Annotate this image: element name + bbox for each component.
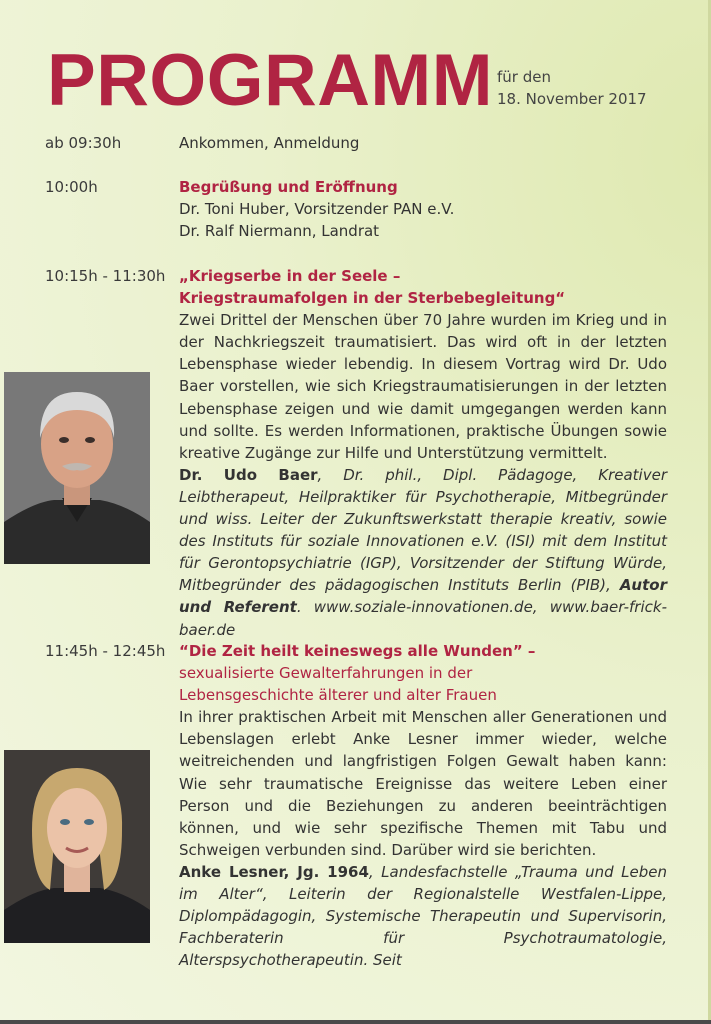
session-description: In ihrer praktischen Arbeit mit Menschen aller Generationen und Lebenslagen erlebt Anke Lesner immer wieder, welche weitreichenden und langfristigen Folgen Gewalt haben kann: Wie sehr traumatische Ereignisse das weitere Leben einer Person und die Beziehungen zu anderen beeinträchtigen können, und wie sehr spezifische Themen mit Tabu und Schweigen verbunden sind. Darüber wird sie berichten. [179, 708, 667, 859]
speaker-photo-anke-lesner [4, 750, 150, 943]
program-date [497, 66, 647, 110]
speaker-bio [179, 861, 667, 971]
session-description: Zwei Drittel der Menschen über 70 Jahre wurden im Krieg und in der Nachkriegszeit traumatisiert. Das wird oft in der letzten Lebensphase wieder lebendig. In diesem Vortrag wird Dr. Udo Baer vorstellen, wie sich Kriegstraumatisierungen in der letzten Lebensphase zeigen und wie damit umgegangen werden kann und sollte. Es werden Informationen, praktische Übungen sowie kreative Zugänge zur Hilfe und Unterstützung vermittelt. [179, 311, 667, 462]
schedule-entry-welcome [179, 176, 667, 242]
speaker-links: . www.soziale-innovationen.de, www.baer-frick-baer.de [179, 598, 667, 639]
session-title-line-2: Kriegstraumafolgen in der Sterbebegleitung“ [179, 289, 566, 308]
speaker-bio [179, 464, 667, 641]
schedule-entry-zeit-heilt [179, 640, 667, 971]
speaker-bio-text: , Dr. phil., Dipl. Pädagoge, Kreativer Leibtherapeut, Heilpraktiker für Psychotherapie, Mitbegründer und wiss. Leiter der Zukunftswerkstatt therapie kreativ, sowie des Instituts für soziale Innovationen e.V. (ISI) mit dem Institut für Gerontopsychiatrie (IGP), Vorsitzender der Stiftung Würde, Mitbegründer des pädagogischen Instituts Berlin (PIB), [179, 465, 667, 595]
session-title: Begrüßung und Eröffnung [179, 178, 398, 196]
session-title-line-1: „Kriegserbe in der Seele – [179, 267, 401, 285]
speaker-name: Dr. Udo Baer [179, 465, 318, 484]
schedule-text: Ankommen, Anmeldung [179, 134, 360, 152]
speaker-name: Anke Lesner, Jg. 1964 [179, 862, 369, 881]
page-title: PROGRAMM [47, 40, 494, 121]
session-subtitle-line-1: sexualisierte Gewalterfahrungen in der [179, 664, 473, 683]
page-edge-bottom [0, 1020, 711, 1024]
schedule-entry-kriegserbe [179, 265, 667, 641]
speaker-role: Autor und Referent [179, 576, 667, 617]
speaker-line: Dr. Ralf Niermann, Landrat [179, 222, 380, 241]
schedule-time: 10:00h [45, 178, 98, 196]
schedule-time: 10:15h - 11:30h [45, 267, 166, 285]
schedule-time: 11:45h - 12:45h [45, 642, 166, 660]
speaker-line: Dr. Toni Huber, Vorsitzender PAN e.V. [179, 200, 455, 219]
session-subtitle-line-2: Lebensgeschichte älterer und alter Frauen [179, 686, 497, 705]
speaker-bio-text: , Landesfachstelle „Trauma und Leben im Alter“, Leiterin der Regionalstelle Westfalen-Lippe, Diplompädagogin, Systemische Therapeutin und Supervisorin, Fachberaterin für Psychotraumatologie, Alterspsychotherapeutin. Seit [179, 862, 667, 970]
date-line-1: für den [497, 68, 551, 86]
schedule-time: ab 09:30h [45, 134, 122, 152]
speaker-photo-udo-baer [4, 372, 150, 564]
session-title: “Die Zeit heilt keineswegs alle Wunden” – [179, 642, 536, 660]
date-line-2: 18. November 2017 [497, 90, 647, 108]
